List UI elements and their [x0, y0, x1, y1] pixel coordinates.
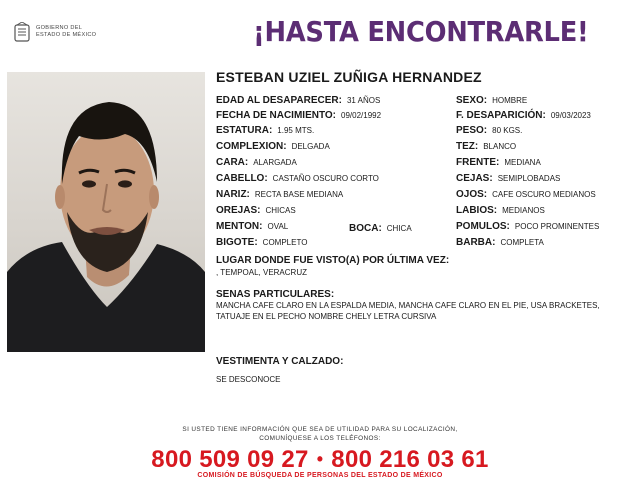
- clothing-value: SE DESCONOCE: [216, 375, 281, 384]
- field-peso: [456, 125, 522, 136]
- field-value: 09/02/1992: [341, 111, 382, 120]
- field-label: F. DESAPARICIÓN:: [456, 110, 546, 121]
- field-labios: [456, 205, 545, 216]
- field-pomulos: [456, 221, 599, 232]
- phone-number-1[interactable]: 800 509 09 27: [151, 446, 309, 473]
- field-label: EDAD AL DESAPARECER:: [216, 95, 342, 106]
- logo-text: [36, 25, 96, 39]
- field-value: COMPLETA: [500, 238, 544, 247]
- field-value: ALARGADA: [253, 158, 297, 167]
- field-cara: [216, 157, 297, 168]
- field-value: BLANCO: [483, 142, 517, 151]
- state-logo: [10, 22, 120, 44]
- field-value: 31 AÑOS: [346, 96, 381, 105]
- field-value: MEDIANA: [504, 158, 541, 167]
- field-sexo: [456, 95, 527, 106]
- particular-marks-value: MANCHA CAFE CLARO EN LA ESPALDA MEDIA, MANCHA CAFE CLARO EN EL PIE, USA BRACKETES, TATUAJE EN EL PECHO NOMBRE CHELY LETRA CURSIVA: [216, 301, 600, 321]
- state-coat-of-arms-icon: [12, 22, 32, 44]
- field-label: FRENTE:: [456, 157, 500, 168]
- field-label: SEXO:: [456, 95, 488, 106]
- field-value: CAFE OSCURO MEDIANOS: [492, 190, 596, 199]
- field-label: FECHA DE NACIMIENTO:: [216, 110, 336, 121]
- field-value: DELGADA: [291, 142, 330, 151]
- field-value: 09/03/2023: [550, 111, 591, 120]
- person-name: ESTEBAN UZIEL ZUÑIGA HERNANDEZ: [216, 69, 482, 85]
- field-value: HOMBRE: [492, 96, 528, 105]
- field-value: CHICA: [386, 224, 412, 233]
- field-label: BARBA:: [456, 237, 496, 248]
- field-label: BOCA:: [349, 223, 382, 234]
- field-label: OJOS:: [456, 189, 488, 200]
- field-menton: [216, 221, 288, 232]
- field-value: SEMIPLOBADAS: [497, 174, 561, 183]
- field-cabello: [216, 173, 379, 184]
- field-nacimiento: [216, 110, 381, 121]
- field-value: RECTA BASE MEDIANA: [254, 190, 344, 199]
- field-label: TEZ:: [456, 141, 479, 152]
- field-tez: [456, 141, 516, 152]
- field-value: CHICAS: [265, 206, 296, 215]
- field-value: COMPLETO: [262, 238, 308, 247]
- field-complexion: [216, 141, 330, 152]
- field-value: 1.95 MTS.: [277, 126, 315, 135]
- field-label: POMULOS:: [456, 221, 510, 232]
- particular-marks-label: SENAS PARTICULARES:: [216, 289, 335, 300]
- last-seen-value: , TEMPOAL, VERACRUZ: [216, 268, 307, 277]
- phone-numbers: [100, 445, 540, 474]
- logo-line-2: ESTADO DE MÉXICO: [36, 32, 97, 38]
- field-boca: [349, 223, 412, 234]
- field-label: ESTATURA:: [216, 125, 273, 136]
- phone-number-2[interactable]: 800 216 03 61: [331, 446, 489, 473]
- field-label: NARIZ:: [216, 189, 250, 200]
- field-value: CASTAÑO OSCURO CORTO: [272, 174, 379, 183]
- phone-separator: •: [316, 449, 324, 469]
- field-label: LABIOS:: [456, 205, 498, 216]
- field-label: COMPLEXION:: [216, 141, 287, 152]
- field-edad: [216, 95, 380, 106]
- field-value: 80 KGS.: [492, 126, 523, 135]
- field-cejas: [456, 173, 560, 184]
- field-desaparicion: [456, 110, 591, 121]
- field-label: OREJAS:: [216, 205, 261, 216]
- clothing-label: VESTIMENTA Y CALZADO:: [216, 356, 344, 367]
- missing-person-photo: [7, 72, 205, 352]
- field-barba: [456, 237, 544, 248]
- field-frente: [456, 157, 541, 168]
- field-label: BIGOTE:: [216, 237, 258, 248]
- logo-line-1: GOBIERNO DEL: [36, 25, 83, 31]
- headline: ¡HASTA ENCONTRARLE!: [253, 15, 589, 48]
- field-value: POCO PROMINENTES: [514, 222, 600, 231]
- last-seen-label: LUGAR DONDE FUE VISTO(A) POR ÚLTIMA VEZ:: [216, 255, 450, 266]
- field-estatura: [216, 125, 314, 136]
- field-value: OVAL: [267, 222, 289, 231]
- field-bigote: [216, 237, 307, 248]
- field-orejas: [216, 205, 296, 216]
- field-nariz: [216, 189, 343, 200]
- field-label: CEJAS:: [456, 173, 493, 184]
- field-label: CARA:: [216, 157, 249, 168]
- field-label: MENTON:: [216, 221, 263, 232]
- contact-notice-line-1: SI USTED TIENE INFORMACIÓN QUE SEA DE UTILIDAD PARA SU LOCALIZACIÓN,: [182, 426, 458, 433]
- contact-notice-line-2: COMUNÍQUESE A LOS TELÉFONOS:: [259, 435, 381, 442]
- commission-name: COMISIÓN DE BÚSQUEDA DE PERSONAS DEL ESTADO DE MÉXICO: [197, 472, 443, 479]
- field-label: PESO:: [456, 125, 488, 136]
- field-label: CABELLO:: [216, 173, 268, 184]
- field-ojos: [456, 189, 596, 200]
- field-value: MEDIANOS: [502, 206, 545, 215]
- portrait-illustration: [7, 72, 205, 352]
